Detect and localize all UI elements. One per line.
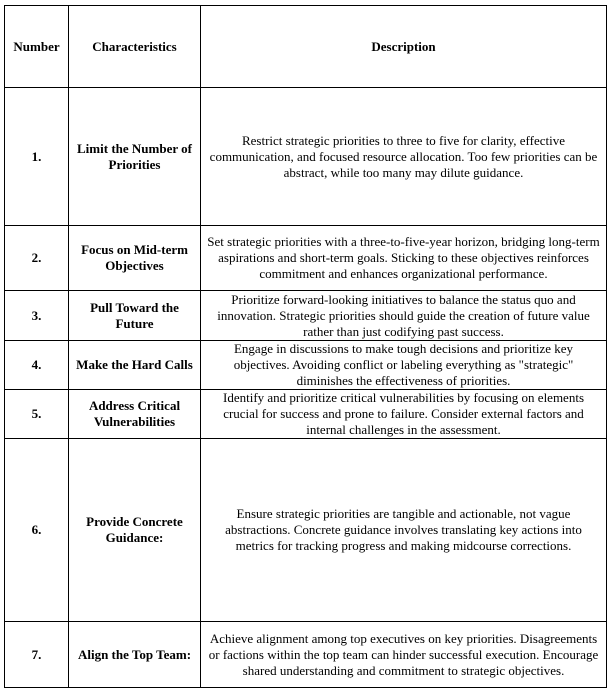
row-characteristic: Address Critical Vulnerabilities (69, 390, 201, 439)
header-row (5, 6, 607, 88)
table-row (5, 390, 607, 439)
row-number: 1. (5, 88, 69, 226)
header-characteristics: Characteristics (69, 6, 201, 88)
row-number: 6. (5, 439, 69, 622)
row-description: Restrict strategic priorities to three to five for clarity, effective communication, and focused resource allocation. Too few priorities can be abstract, while too many may dilute guidance. (201, 88, 607, 226)
row-description: Set strategic priorities with a three-to-five-year horizon, bridging long-term aspirations and short-term goals. Sticking to these objectives reinforces commitment and enhances organizational performance. (201, 226, 607, 291)
row-description: Ensure strategic priorities are tangible and actionable, not vague abstractions. Concrete guidance involves translating key actions into metrics for tracking progress and making midcourse corrections. (201, 439, 607, 622)
row-description: Achieve alignment among top executives on key priorities. Disagreements or factions within the top team can hinder successful execution. Encourage shared understanding and commitment to strategic objectives. (201, 622, 607, 688)
table-row (5, 291, 607, 341)
row-characteristic: Limit the Number of Priorities (69, 88, 201, 226)
table-row (5, 88, 607, 226)
table-row (5, 226, 607, 291)
row-number: 4. (5, 341, 69, 390)
row-number: 3. (5, 291, 69, 341)
header-number: Number (5, 6, 69, 88)
row-description: Engage in discussions to make tough decisions and prioritize key objectives. Avoiding conflict or labeling everything as "strategic" diminishes the effectiveness of priorities. (201, 341, 607, 390)
row-characteristic: Align the Top Team: (69, 622, 201, 688)
row-number: 2. (5, 226, 69, 291)
row-description: Identify and prioritize critical vulnerabilities by focusing on elements crucial for success and prone to failure. Consider external factors and internal challenges in the assessment. (201, 390, 607, 439)
row-number: 7. (5, 622, 69, 688)
row-characteristic: Focus on Mid-term Objectives (69, 226, 201, 291)
row-characteristic: Pull Toward the Future (69, 291, 201, 341)
table-row (5, 341, 607, 390)
table-row (5, 439, 607, 622)
header-description: Description (201, 6, 607, 88)
row-characteristic: Provide Concrete Guidance: (69, 439, 201, 622)
row-description: Prioritize forward-looking initiatives to balance the status quo and innovation. Strategic priorities should guide the creation of future value rather than just codifying past success. (201, 291, 607, 341)
row-number: 5. (5, 390, 69, 439)
table-row (5, 622, 607, 688)
row-characteristic: Make the Hard Calls (69, 341, 201, 390)
priorities-table (4, 5, 607, 688)
